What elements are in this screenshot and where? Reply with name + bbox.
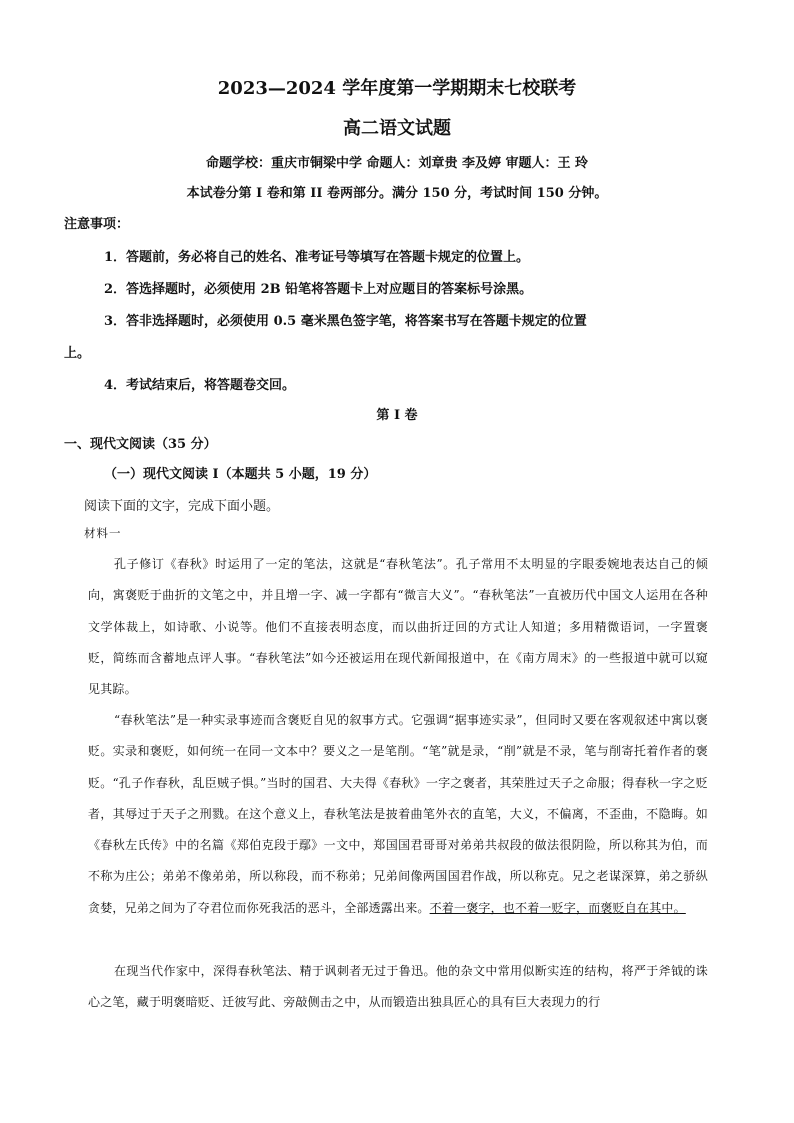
volume-heading: 第 I 卷 xyxy=(376,408,418,423)
notice-item: 2．答选择题时，必须使用 2B 铅笔将答题卡上对应题目的答案标号涂黑。 xyxy=(104,282,533,297)
notice-item: 4．考试结束后，将答题卷交回。 xyxy=(104,378,296,393)
notice-heading: 注意事项： xyxy=(64,217,130,232)
underlined-sentence: 不着一褒字，也不着一贬字，而褒贬自在其中。 xyxy=(429,900,686,915)
paragraph: 孔子修订《春秋》时运用了一定的笔法，这就是“春秋笔法”。孔子常用不太明显的字眼委婉地表达自己的倾向，寓褒贬于曲折的文笔之中，并且增一字、减一字都有“微言大义”。“春秋笔法”一直被历代中国文人运用在各种文学体裁上，如诗歌、小说等。他们不直接表明态度，而以曲折迂回的方式让人知道；多用精微语词，一字置褒贬，简练而含蓄地点评人事。“春秋笔法”如今还被运用在现代新闻报道中，在《南方周末》的一些报道中就可以窥见其踪。 xyxy=(88,557,708,697)
section-heading: 一、现代文阅读（35 分） xyxy=(64,437,217,452)
paragraph: 在现当代作家中，深得春秋笔法、精于讽刺者无过于鲁迅。他的杂文中常用似断实连的结构，将严于斧钺的诛心之笔，藏于明褒暗贬、迁彼写此、旁敲侧击之中，从而锻造出独具匠心的具有巨大表现力的行 xyxy=(88,964,708,1010)
paragraph-text: “春秋笔法”是一种实录事迹而含褒贬自见的叙事方式。它强调“据事迹实录”，但同时又要在客观叙述中寓以褒贬。实录和褒贬，如何统一在同一文本中？要义之一是笔削。“笔”就是录，“削”就是不录，笔与削寄托着作者的褒贬。“孔子作春秋，乱臣贼子惧。”当时的国君、大夫得《春秋》一字之褒者，其荣胜过天子之命服；得春秋一字之贬者，其辱过于天子之刑戮。在这个意义上，春秋笔法是披着曲笔外衣的直笔，大义，不偏离，不歪曲，不隐晦。如《春秋左氏传》中的名篇《郑伯克段于鄢》一文中，郑国国君哥哥对弟弟共叔段的做法很阴险，所以称其为伯，而不称为庄公；弟弟不像弟弟，所以称段，而不称弟；兄弟间像两国国君作战，所以称克。兄之老谋深算，弟之骄纵贪婪，兄弟之间为了夺君位而你死我活的恶斗，全部透露出来。 xyxy=(88,713,708,915)
exam-authors: 命题学校：重庆市铜梁中学 命题人：刘章贵 李及婷 审题人：王 玲 xyxy=(205,156,589,171)
paragraph xyxy=(88,705,708,924)
exam-subject: 高二语文试题 xyxy=(343,118,451,139)
exam-info: 本试卷分第 I 卷和第 II 卷两部分。满分 150 分，考试时间 150 分钟。 xyxy=(186,186,608,201)
material-label: 材料一 xyxy=(84,526,122,540)
exam-title: 2023—2024 学年度第一学期期末七校联考 xyxy=(217,78,577,99)
notice-item: 1．答题前，务必将自己的姓名、准考证号等填写在答题卡规定的位置上。 xyxy=(104,250,530,265)
subsection-heading: （一）现代文阅读 I（本题共 5 小题，19 分） xyxy=(104,467,377,482)
notice-item-continued: 上。 xyxy=(64,346,91,361)
notice-item: 3．答非选择题时，必须使用 0.5 毫米黑色签字笔，将答案书写在答题卡规定的位置 xyxy=(104,314,587,329)
reading-instruction: 阅读下面的文字，完成下面小题。 xyxy=(84,499,280,514)
